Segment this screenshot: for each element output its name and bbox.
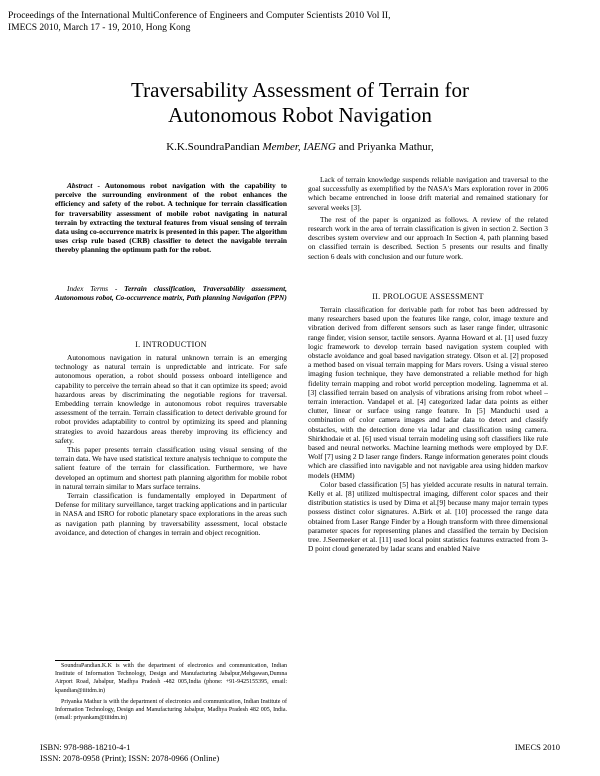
footnote-1: SoundraPandian.K.K is with the department of electronics and communication, Indian Institute of Information Technology, Design and Manufacturing Jabalpur,Mehgawan,Dumna Airport Road, Jabalpur, Madhya Pradesh -482 005,India (phone: +91-9425155395, email: kpandian@iiitdm.in) [55,663,287,694]
intro-paragraph-2: This paper presents terrain classification using visual sensing of the terrain data. We have used statistical texture analysis technique to compute the salient feature of the terrain for classification. Furthermore, we have developed an optimum and shortest path planning algorithm for mobile robot in natural terrain similar to Mars surface terrains. [55,445,287,491]
prologue-paragraph-1: Terrain classification for derivable path for robot has been addressed by many researchers based upon the features like range, color, image texture and vibration derived from different sensors such as laser range finder, ultrasonic range finder, vision sensor, tactile sensors. Ayanna Howard et al. [1] used fuzzy logic framework to develop terrain based navigation system coupled with obstacle avoidance and goal based navigation strategy. Olson et al. [2] proposed a method based on visual terrain mapping for Mars rovers. Using a visual stereo imaging fusion technique, they have demonstrated a reliable method for high fidelity terrain mapping and robot world perception modeling. Iagnemma et al. [3] classified terrain based on analysis of vibrations arising from robot wheel –terrain interaction. Vandapel et al. [4] categorized ladar data points as either clutter, linear or surface using range feature. In [5] Manduchi used a combination of color camera images and ladar data to detect and classify obstacles, with the detection done via ladar and classification using camera. Shirkhodaie et al. [6] used visual terrain modeling using soft classifiers like rule based and neural networks. Machine learning methods were employed by D.F. Wolf [7] using 2 D laser range finders. Range information generates point clouds which are classified into navigable and not navigable area using hidden markov models (HMM) [308,305,548,480]
abstract [55,181,287,255]
index-terms [55,284,287,302]
author-1-role: Member, IAENG [262,141,336,153]
author-joiner: and [338,141,355,153]
footer-isbn [40,742,219,764]
intro-paragraph-3: Terrain classification is fundamentally employed in Department of Defense for military surveillance, target tracking applications and in particular in NASA and ISRO for robotic planetary space explorations in the areas such as navigation path planning by traversability assessment, local obstacle avoidance, and detection of changes in terrain and object recognition. [55,491,287,537]
proceedings-header [8,10,390,34]
author-1: K.K.SoundraPandian [166,141,260,153]
footnotes [55,662,287,725]
isbn-line: ISBN: 978-988-18210-4-1 [40,742,131,752]
intro-paragraph-1: Autonomous navigation in natural unknown terrain is an emerging technology as natural terrain is unpredictable and intricate. For safe autonomous operation, a robot should possess onboard intelligence and capability to perceive the terrain ahead so that it can optimize its speed; avoid hazardous areas by discriminating the negotiable regions for traversal. Embedding terrain knowledge in autonomous robot requires traversable assessment of the terrain. Terrain classification to detect derivable ground for robot provides adaptability to control by optimizing its speed and planning strategies to avoid hazardous areas thereby improving its efficiency and safety. [55,353,287,445]
title-line-1: Traversability Assessment of Terrain for [131,78,469,102]
title-line-2: Autonomous Robot Navigation [168,103,432,127]
section-heading-prologue: II. PROLOGUE ASSESSMENT [372,292,484,301]
author-line [0,141,600,153]
index-terms-label: Index Terms - [67,284,118,293]
right-paragraph-2: The rest of the paper is organized as follows. A review of the related research work in the area of terrain classification is given in section 2. Section 3 describes system overview and our approach In Section 4, path planning based on classified terrain is described. Section 5 presents our results and finally section 6 deals with conclusion and our future work. [308,214,548,261]
header-line-2: IMECS 2010, March 17 - 19, 2010, Hong Kong [8,23,191,33]
index-terms-text: Terrain classification, Traversability assessment, Autonomous robot, Co-occurrence matrix, Path planning Navigation (PPN) [55,284,287,303]
footnote-2: Priyanka Mathur is with the department of electronics and communication, Indian Institute of Information Technology, Design and Manufacturing Jabalpur, Madhya Pradesh 482 005, India. (email: priyankam@iiitdm.in) [55,698,287,722]
section-heading-introduction: I. INTRODUCTION [135,340,207,349]
prologue-paragraph-2: Color based classification [5] has yielded accurate results in natural terrain. Kelly et al. [8] utilized multispectral imaging, different color spaces and their distribution statistics is used by Dima et al.[9] because many major terrain types possess distinct color signatures. A.Birk et al. [10] processed the range data obtained from Laser Range Finder by a Hough transform with three dimensional parameter spaces for representing planes and classified the terrain by Decision tree. J.Seemeeker et al. [11] used local point statistics features extracted from 3-D point cloud generated by ladar scans and enabled Naive [308,479,548,554]
issn-line: ISSN: 2078-0958 (Print); ISSN: 2078-0966 (Online) [40,753,220,763]
right-paragraph-1: Lack of terrain knowledge suspends reliable navigation and traversal to the goal successfully as exemplified by the NASA's Mars exploration rover in 2006 which became entrenched in loose drift material and remained stationary for several weeks [3]. [308,175,548,212]
abstract-text: Autonomous robot navigation with the capability to perceive the surrounding environment of the robot enhances the efficiency and safety of the robot. A technique for terrain classification for traversability assessment of mobile robot navigating in natural terrain by extracting the textural features from visual sensing of terrain data using co-occurrence matrix is presented in this paper. The algorithm uses crisp rule based (CRB) classifier to detect the navigable terrain thereby planning the optimum path for the robot. [55,181,287,255]
abstract-label: Abstract - [67,181,101,190]
prologue-body [308,305,548,553]
header-line-1: Proceedings of the International MultiConference of Engineers and Computer Scientists 2010 Vol II, [8,11,391,21]
paper-title [0,78,600,128]
right-column-top [308,175,548,261]
footnote-rule [55,660,130,661]
footer-conference: IMECS 2010 [514,742,560,752]
author-2: Priyanka Mathur, [357,141,434,153]
introduction-body [55,353,287,537]
